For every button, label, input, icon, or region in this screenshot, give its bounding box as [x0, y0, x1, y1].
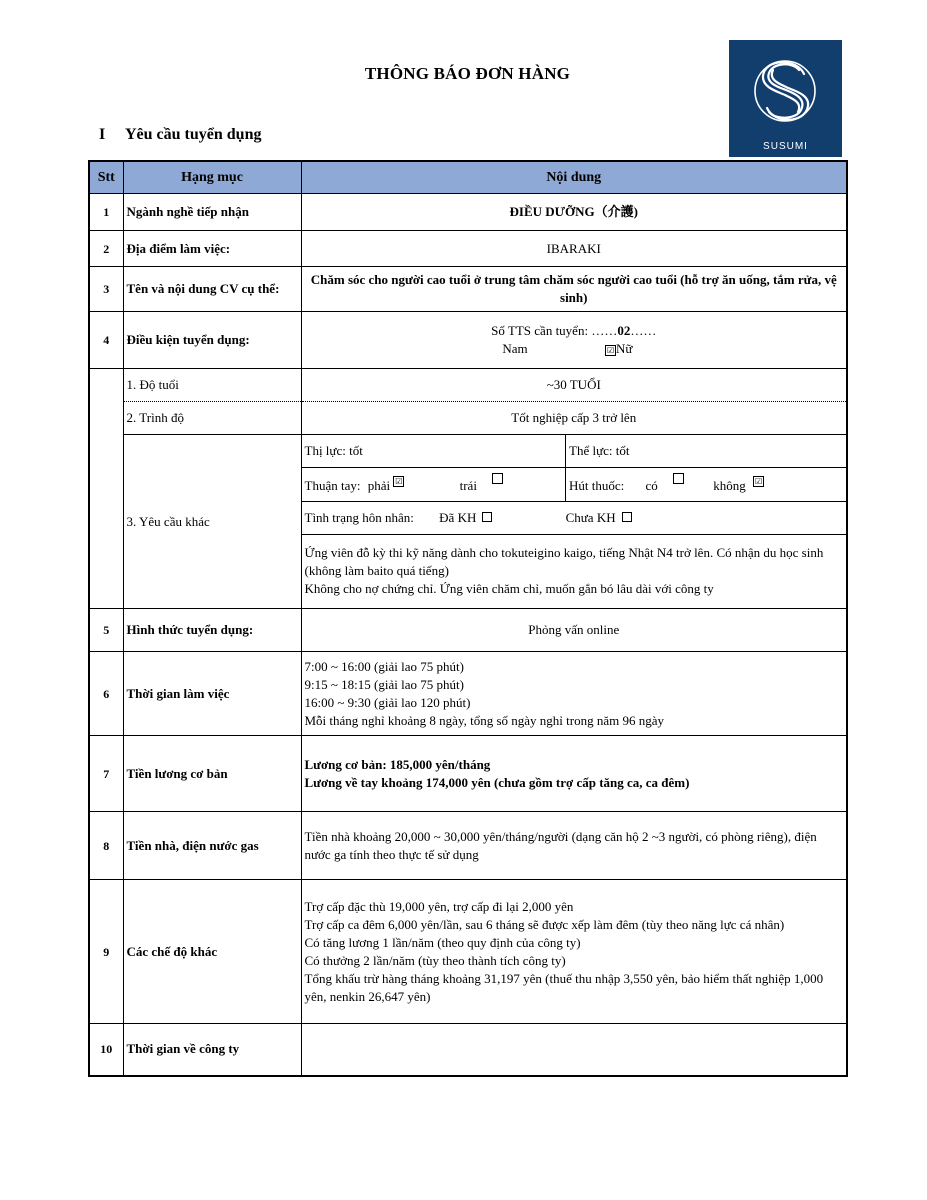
benefit-line: Trợ cấp ca đêm 6,000 yên/lần, sau 6 tháng sẽ được xếp làm đêm (tùy theo năng lực cá nhân)	[304, 916, 785, 932]
work-location-value: IBARAKI	[301, 231, 847, 267]
other-requirements-label: 3. Yêu cầu khác	[123, 435, 301, 609]
other-requirements-content	[301, 435, 847, 609]
row-label: Địa điểm làm việc:	[123, 231, 301, 267]
row-label: Các chế độ khác	[123, 880, 301, 1024]
married-checkbox[interactable]	[482, 512, 492, 522]
working-hours	[301, 652, 847, 736]
header-stt: Stt	[89, 161, 123, 194]
row-label: Tiền lương cơ bản	[123, 736, 301, 812]
housing-costs-value: Tiền nhà khoảng 20,000 ~ 30,000 yên/tháng/người (dạng căn hộ 2 ~3 người, có phòng riêng), điện nước ga tính theo thực tế sử dụng	[301, 812, 847, 880]
benefit-line: Tổng khấu trừ hàng tháng khoảng 31,197 yên (thuế thu nhập 3,550 yên, bảo hiểm thất nghiệp 1,000 yên, nenkin 26,647 yên)	[304, 970, 824, 1004]
table-row	[89, 880, 847, 1024]
single-label: Chưa KH	[565, 509, 616, 525]
note-line: Ứng viên đỗ kỳ thi kỹ năng dành cho tokuteigino kaigo, tiếng Nhật N4 trở lên. Có nhận du học sinh (không làm baito quá tiếng)	[304, 545, 824, 579]
table-row	[89, 652, 847, 736]
smoking-no-label: không	[713, 478, 746, 493]
smoking-label: Hút thuốc:	[569, 478, 625, 493]
marital-status	[302, 501, 847, 534]
table-row	[89, 402, 847, 435]
row-number: 1	[89, 194, 123, 231]
working-hours-line: 16:00 ~ 9:30 (giải lao 120 phút)	[304, 694, 471, 710]
row-number: 8	[89, 812, 123, 880]
education-label: 2. Trình độ	[123, 402, 301, 435]
count-prefix: Số TTS cần tuyển: ……	[491, 323, 618, 338]
table-row	[89, 435, 847, 609]
left-hand-checkbox[interactable]	[492, 473, 503, 484]
section-title: Yêu cầu tuyển dụng	[125, 126, 262, 143]
table-row	[89, 736, 847, 812]
row-number: 6	[89, 652, 123, 736]
row-number: 7	[89, 736, 123, 812]
header-category: Hạng mục	[123, 161, 301, 194]
table-row	[89, 369, 847, 402]
row-number: 5	[89, 609, 123, 652]
empty-stt-cell	[89, 369, 123, 609]
section-number: I	[99, 126, 106, 143]
count-value: 02	[617, 323, 631, 338]
working-hours-line: Mỗi tháng nghỉ khoảng 8 ngày, tổng số ngày nghỉ trong năm 96 ngày	[304, 712, 665, 728]
table-row	[89, 194, 847, 231]
row-label: Tiền nhà, điện nước gas	[123, 812, 301, 880]
female-checkbox[interactable]: ☑	[606, 346, 615, 355]
table-row	[89, 609, 847, 652]
row-label: Ngành nghề tiếp nhận	[123, 194, 301, 231]
other-requirements-grid	[302, 435, 847, 608]
logo-text: SUSUMI	[763, 141, 808, 152]
susumi-logo-icon	[729, 40, 842, 157]
female-option	[605, 341, 632, 356]
handedness	[302, 467, 566, 501]
salary-line: Lương về tay khoảng 174,000 yên (chưa gồm trợ cấp tăng ca, ca đêm)	[304, 774, 690, 790]
row-label: Thời gian làm việc	[123, 652, 301, 736]
row-number: 2	[89, 231, 123, 267]
document-title: THÔNG BÁO ĐƠN HÀNG	[364, 64, 571, 83]
table-row	[89, 812, 847, 880]
benefit-line: Có thưởng 2 lần/năm (tùy theo thành tích công ty)	[304, 952, 566, 968]
eyesight: Thị lực: tốt	[304, 442, 363, 458]
row-number: 10	[89, 1024, 123, 1076]
requirements-table	[88, 160, 848, 1077]
age-label: 1. Độ tuổi	[123, 369, 301, 402]
recruitment-conditions	[301, 312, 847, 369]
education-value: Tốt nghiệp cấp 3 trở lên	[301, 402, 847, 435]
salary-line: Lương cơ bản: 185,000 yên/tháng	[304, 756, 491, 772]
recruitment-form-value: Phỏng vấn online	[301, 609, 847, 652]
occupation-value: ĐIỀU DƯỠNG（介護)	[301, 194, 847, 231]
row-label: Tên và nội dung CV cụ thể:	[123, 267, 301, 312]
smoking-yes-label: có	[645, 478, 658, 493]
section-heading	[99, 126, 261, 144]
male-option	[455, 340, 575, 358]
smoking-no-checkbox[interactable]: ☑	[754, 477, 763, 486]
header-content: Nội dung	[301, 161, 847, 194]
row-number: 3	[89, 267, 123, 312]
right-hand-checkbox[interactable]: ☑	[395, 477, 403, 486]
requirement-notes	[302, 534, 847, 608]
smoking-yes-checkbox[interactable]	[673, 473, 684, 484]
company-logo	[729, 40, 842, 157]
table-row	[89, 1024, 847, 1076]
working-hours-line: 7:00 ~ 16:00 (giải lao 75 phút)	[304, 658, 464, 674]
row-number: 4	[89, 312, 123, 369]
benefit-line: Có tăng lương 1 lần/năm (theo quy định của công ty)	[304, 934, 581, 950]
row-label: Điều kiện tuyển dụng:	[123, 312, 301, 369]
row-number: 9	[89, 880, 123, 1024]
right-hand-label: phải	[367, 478, 391, 493]
other-benefits	[301, 880, 847, 1024]
age-value: ~30 TUỔI	[301, 369, 847, 402]
table-header-row	[89, 161, 847, 194]
left-hand-label: trái	[459, 478, 477, 493]
handedness-label: Thuận tay:	[304, 478, 361, 493]
male-label: Nam	[502, 341, 528, 356]
row-label: Thời gian về công ty	[123, 1024, 301, 1076]
smoking	[566, 467, 847, 501]
married-label: Đã KH	[439, 509, 477, 525]
benefit-line: Trợ cấp đặc thù 19,000 yên, trợ cấp đi lại 2,000 yên	[304, 898, 574, 914]
trainee-count	[305, 322, 844, 340]
return-time-value	[301, 1024, 847, 1076]
job-description-value: Chăm sóc cho người cao tuổi ở trung tâm chăm sóc người cao tuổi (hỗ trợ ăn uống, tắm rửa, vệ sinh)	[301, 267, 847, 312]
female-label: Nữ	[616, 341, 633, 356]
working-hours-line: 9:15 ~ 18:15 (giải lao 75 phút)	[304, 676, 464, 692]
gender-options	[305, 340, 844, 358]
count-suffix: ……	[630, 323, 657, 338]
fitness: Thể lực: tốt	[566, 435, 847, 467]
salary	[301, 736, 847, 812]
single-checkbox[interactable]	[622, 512, 632, 522]
table-row	[89, 312, 847, 369]
row-label: Hình thức tuyển dụng:	[123, 609, 301, 652]
note-line: Không cho nợ chứng chỉ. Ứng viên chăm chỉ, muốn gắn bó lâu dài với công ty	[304, 581, 714, 597]
table-row	[89, 231, 847, 267]
marital-label: Tình trạng hôn nhân:	[304, 509, 414, 525]
table-row	[89, 267, 847, 312]
